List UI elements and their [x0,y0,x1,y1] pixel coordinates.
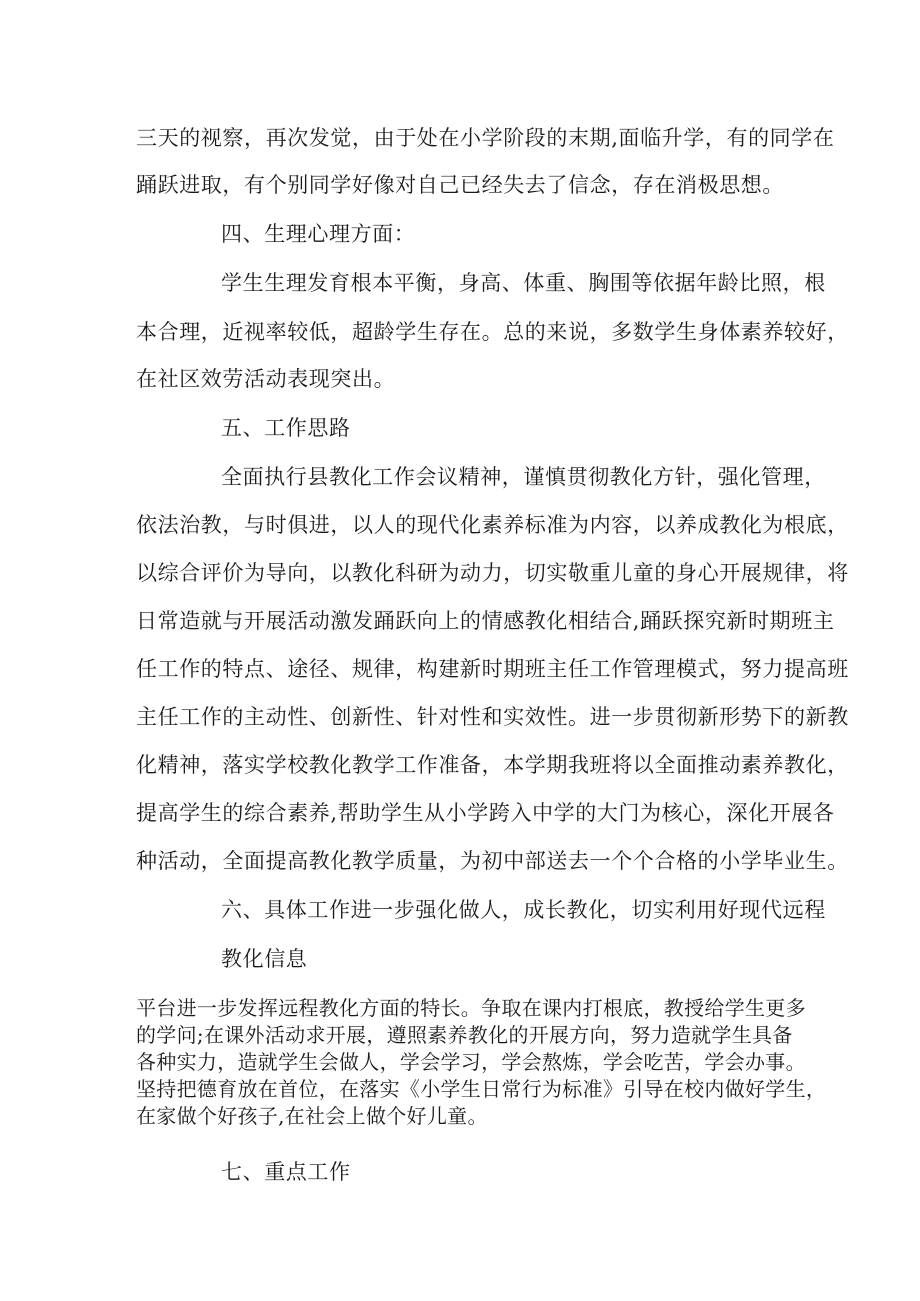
paragraph-line: 全面执行县教化工作会议精神，谨慎贯彻教化方针，强化管理， [221,465,826,489]
section-heading-6: 六、具体工作进一步强化做人，成长教化，切实利用好现代远程 [221,898,826,922]
paragraph-line: 在社区效劳活动表现突出。 [136,367,396,391]
paragraph-line: 在家做个好孩子,在社会上做个好儿童。 [136,1104,488,1128]
paragraph-line: 依法治教，与时俱进，以人的现代化素养标准为内容，以养成教化为根底， [136,513,849,537]
section-heading-5: 五、工作思路 [221,416,351,440]
paragraph-line: 提高学生的综合素养,帮助学生从小学跨入中学的大门为核心，深化开展各 [136,801,835,825]
paragraph-line: 化精神，落实学校教化教学工作准备，本学期我班将以全面推动素养教化， [136,753,849,777]
paragraph-line: 平台进一步发挥远程教化方面的特长。争取在课内打根底，教授给学生更多 [136,996,806,1020]
paragraph-line: 日常造就与开展活动激发踊跃向上的情感教化相结合,踊跃探究新时期班主 [136,609,835,633]
paragraph-line: 学生生理发育根本平衡，身高、体重、胸围等依据年龄比照，根 [221,271,826,295]
section-heading-4: 四、生理心理方面： [221,222,416,246]
paragraph-line: 坚持把德育放在首位，在落实《小学生日常行为标准》引导在校内做好学生， [136,1077,827,1101]
paragraph-line: 各种实力，造就学生会做人，学会学习，学会熬炼，学会吃苦，学会办事。 [136,1050,806,1074]
paragraph-line: 任工作的特点、途径、规律，构建新时期班主任工作管理模式，努力提高班 [136,657,849,681]
paragraph-line: 本合理，近视率较低，超龄学生存在。总的来说，多数学生身体素养较好， [136,320,849,344]
paragraph-line: 踊跃进取，有个别同学好像对自己已经失去了信念，存在消极思想。 [136,173,784,197]
paragraph-line: 以综合评价为导向，以教化科研为动力，切实敬重儿童的身心开展规律，将 [136,561,849,585]
paragraph-line: 三天的视察，再次发觉，由于处在小学阶段的末期,面临升学，有的同学在 [136,126,835,150]
section-heading-6-cont: 教化信息 [221,947,308,971]
paragraph-line: 种活动，全面提高教化教学质量，为初中部送去一个个合格的小学毕业生。 [136,849,849,873]
paragraph-line: 主任工作的主动性、创新性、针对性和实效性。进一步贯彻新形势下的新教 [136,705,849,729]
paragraph-line: 的学问;在课外活动求开展，遵照素养教化的开展方向，努力造就学生具备 [136,1023,793,1047]
section-heading-7: 七、重点工作 [221,1160,351,1184]
